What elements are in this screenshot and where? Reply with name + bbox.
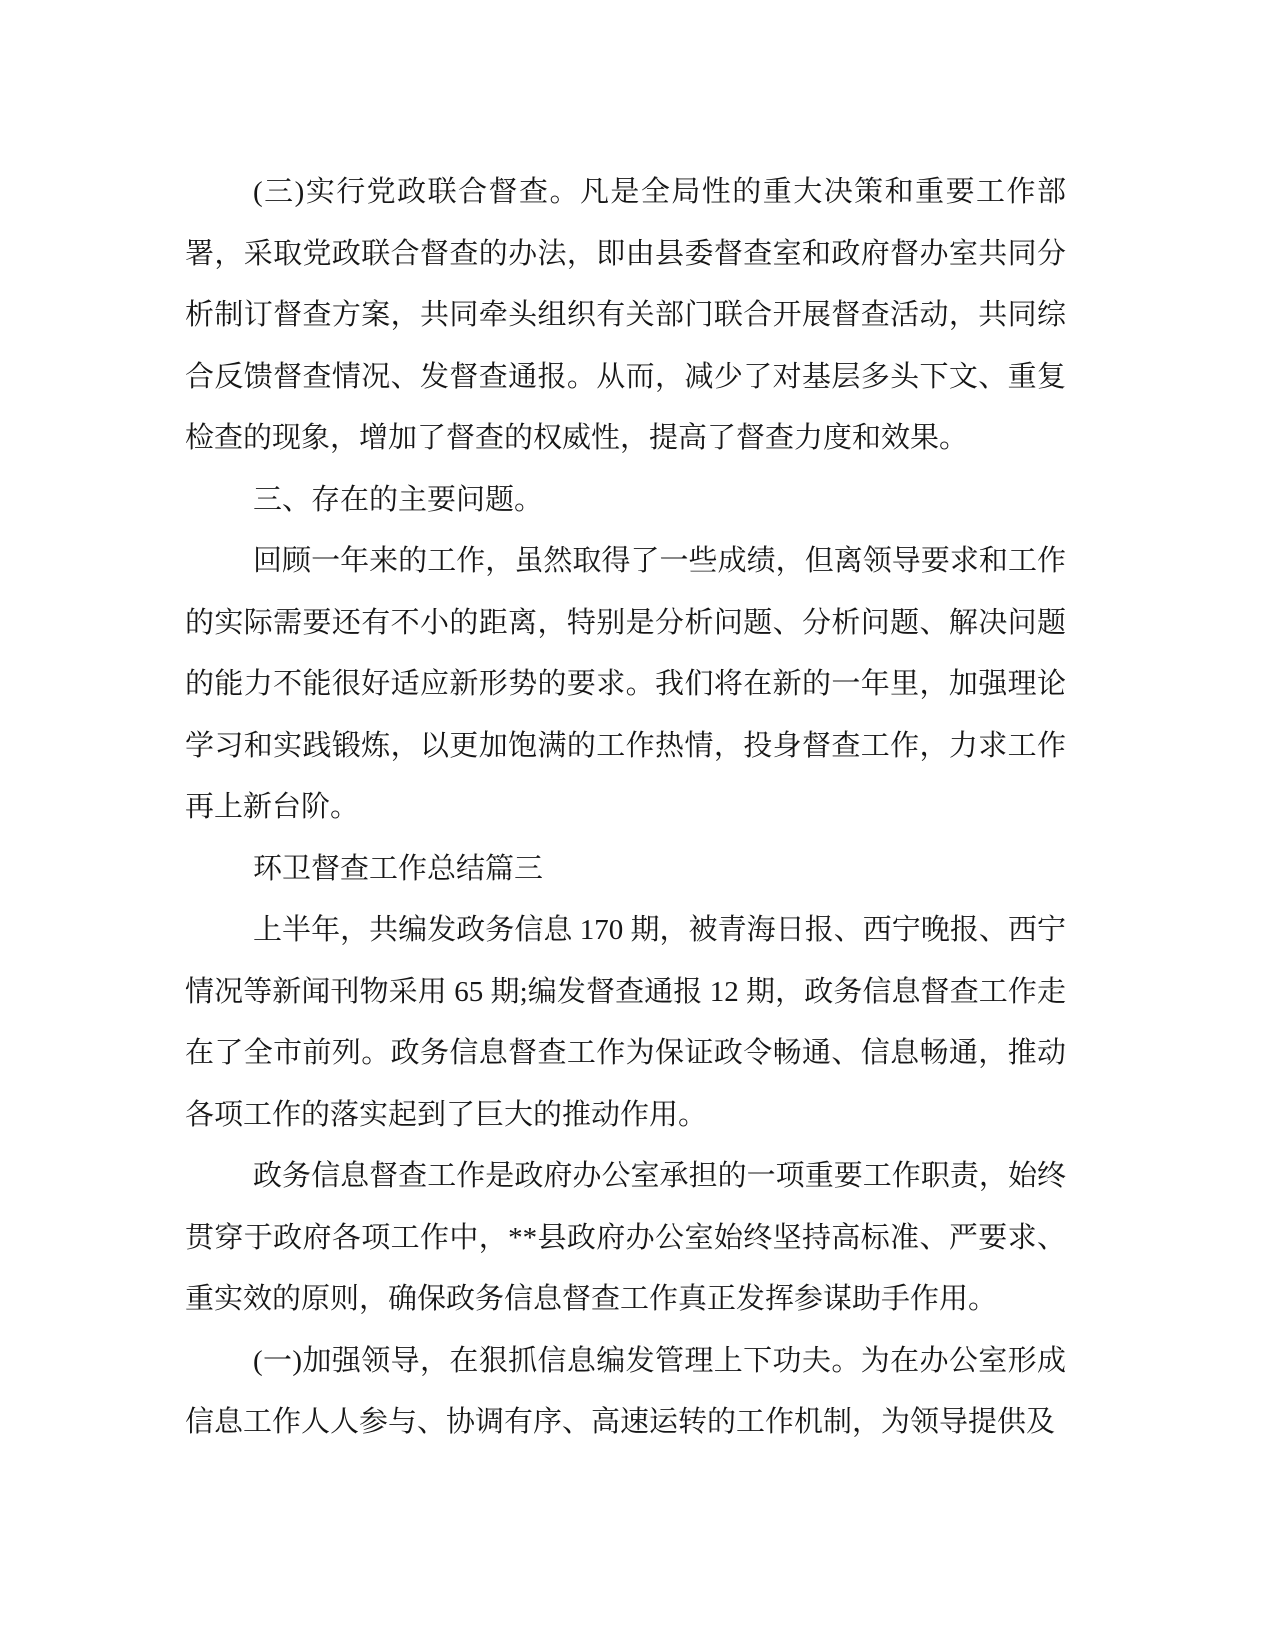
- section-heading-problems: 三、存在的主要问题。: [253, 483, 544, 516]
- document-content: [185, 162, 1066, 1454]
- document-paragraph: (三)实行党政联合督查。凡是全局性的重大决策和重要工作部署，采取党政联合督查的办法，即由县委督查室和政府督办室共同分析制订督查方案，共同牵头组织有关部门联合开展督查活动，共同综合反馈督查情况、发督查通报。从而，减少了对基层多头下文、重复检查的现象，增加了督查的权威性，提高了督查力度和效果。: [185, 176, 1066, 454]
- section-heading-part-three: 环卫督查工作总结篇三: [253, 852, 544, 885]
- document-paragraph: (一)加强领导，在狠抓信息编发管理上下功夫。为在办公室形成信息工作人人参与、协调有序、高速运转的工作机制，为领导提供及: [185, 1344, 1066, 1438]
- document-paragraph: 上半年，共编发政务信息 170 期，被青海日报、西宁晚报、西宁情况等新闻刊物采用 65 期;编发督查通报 12 期，政务信息督查工作走在了全市前列。政务信息督查工作为保证政令畅通、信息畅通，推动各项工作的落实起到了巨大的推动作用。: [185, 914, 1066, 1131]
- document-paragraph: 政务信息督查工作是政府办公室承担的一项重要工作职责，始终贯穿于政府各项工作中，**县政府办公室始终坚持高标准、严要求、重实效的原则，确保政务信息督查工作真正发挥参谋助手作用。: [185, 1160, 1066, 1315]
- document-paragraph: 回顾一年来的工作，虽然取得了一些成绩，但离领导要求和工作的实际需要还有不小的距离，特别是分析问题、分析问题、解决问题的能力不能很好适应新形势的要求。我们将在新的一年里，加强理论学习和实践锻炼，以更加饱满的工作热情，投身督查工作，力求工作再上新台阶。: [185, 545, 1066, 823]
